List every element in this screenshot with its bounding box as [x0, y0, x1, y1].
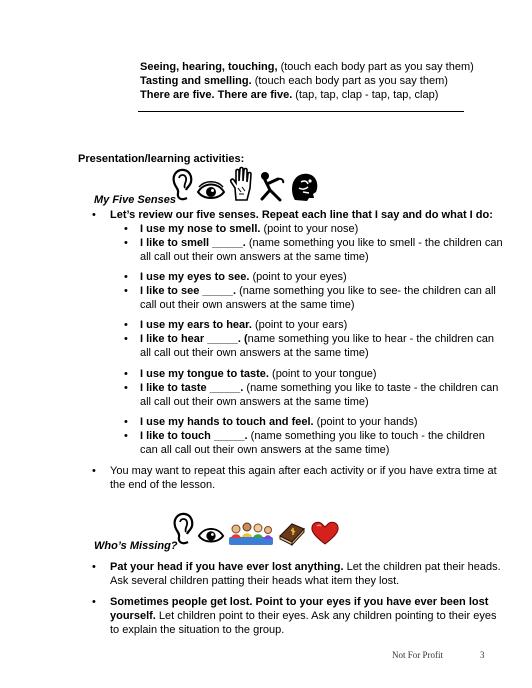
eye-icon — [197, 524, 225, 546]
bullet-icon: • — [92, 209, 96, 221]
whos-missing-icons — [172, 512, 340, 546]
bible-icon — [277, 520, 307, 546]
bullet-icon: • — [92, 561, 96, 573]
tongue-figure-icon — [256, 170, 286, 202]
bullet-icon: • — [124, 416, 128, 428]
bullet-icon: • — [124, 319, 128, 331]
ear-icon — [171, 168, 193, 202]
intro-rhyme — [140, 60, 500, 103]
rhyme-line: Tasting and smelling. (touch each body part as you say them) — [140, 75, 448, 88]
sense-item: • I like to smell _____. (name something you like to smell - the children can all call out their own answers at the same time) — [124, 237, 503, 264]
bullet-icon: • — [124, 368, 128, 380]
bullet-icon: • — [124, 333, 128, 345]
nose-head-icon — [289, 170, 319, 202]
rhyme-line: Seeing, hearing, touching, (touch each body part as you say them) — [140, 61, 474, 73]
ear-icon — [172, 512, 194, 546]
sense-item: • I use my ears to hear. (point to your ears) — [124, 319, 348, 331]
bullet-icon: • — [124, 382, 128, 394]
repeat-note: • You may want to repeat this again after each activity or if you have extra time at the end of the lesson. — [92, 465, 497, 492]
sense-item: • I use my eyes to see. (point to your eyes) — [124, 271, 347, 283]
sense-item: • I like to see _____. (name something you like to see- the children can all call out their own answers at the same time) — [124, 285, 496, 312]
whos-missing-heading: Who’s Missing? — [94, 540, 178, 552]
divider-rule — [138, 111, 464, 112]
intro-bullet: • Let’s review our five senses. Repeat each line that I say and do what I do: — [92, 209, 493, 221]
five-senses-icons — [171, 166, 319, 202]
missing-item: • Sometimes people get lost. Point to your eyes if you have ever been lost yourself. Let children point to their eyes. Ask any children pointing to their eyes to explain the situation to the group. — [92, 596, 497, 637]
bullet-icon: • — [124, 223, 128, 235]
page-number: 3 — [480, 650, 485, 660]
heart-icon — [310, 520, 340, 546]
rhyme-line: There are five. There are five. (tap, tap, clap - tap, tap, clap) — [140, 89, 439, 102]
sense-item: • I like to touch _____. (name something you like to touch - the children can all call out their own answers at the same time) — [124, 430, 485, 457]
children-group-icon — [228, 520, 274, 546]
missing-item: • Pat your head if you have ever lost anything. Let the children pat their heads. Ask several children patting their heads what item they lost. — [92, 561, 501, 588]
sense-item: • I use my tongue to taste. (point to your tongue) — [124, 368, 377, 380]
five-senses-heading: My Five Senses — [94, 194, 176, 206]
sense-item: • I use my nose to smell. (point to your nose) — [124, 223, 359, 235]
section-title: Presentation/learning activities: — [78, 153, 245, 165]
bullet-icon: • — [124, 237, 128, 249]
bullet-icon: • — [124, 271, 128, 283]
sense-item: • I use my hands to touch and feel. (point to your hands) — [124, 416, 418, 428]
bullet-icon: • — [124, 430, 128, 442]
sense-item: • I like to taste _____. (name something you like to taste - the children can all call out their own answers at the same time) — [124, 382, 499, 409]
hand-icon — [229, 166, 253, 202]
eye-icon — [196, 180, 226, 202]
bullet-icon: • — [124, 285, 128, 297]
bullet-icon: • — [92, 596, 96, 608]
bullet-icon: • — [92, 465, 96, 477]
footer-text: Not For Profit — [392, 650, 444, 660]
sense-item: • I like to hear _____. (name something you like to hear - the children can all call out their own answers at the same time) — [124, 333, 495, 360]
